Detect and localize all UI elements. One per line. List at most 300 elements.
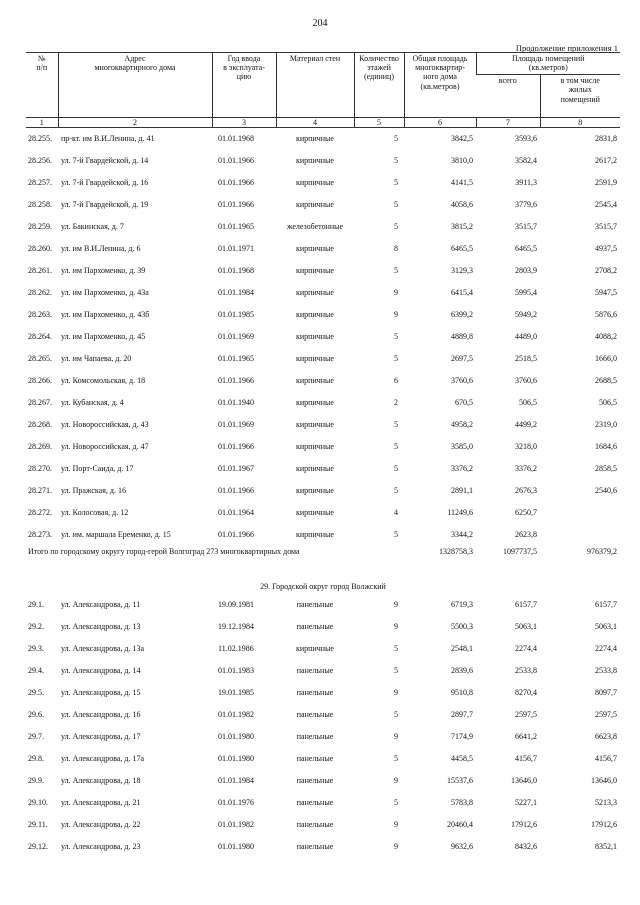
table-row [26, 682, 620, 704]
row-floors: 5 [394, 354, 398, 363]
table-row [26, 792, 620, 814]
table-row [26, 704, 620, 726]
row-material: кирпичные [296, 310, 334, 319]
row-floors: 2 [394, 398, 398, 407]
row-address: ул. Комсомольская, д. 18 [61, 376, 146, 385]
row-year: 01.01.1965 [218, 222, 254, 231]
table-row [26, 660, 620, 682]
table-row [26, 260, 620, 282]
row-address: ул. Александрова, д. 17 [61, 732, 141, 741]
row-number: 28.269. [28, 442, 52, 451]
row-premises-residential: 2617,2 [595, 156, 617, 165]
row-premises-all: 8432,6 [515, 842, 537, 851]
row-floors: 5 [394, 266, 398, 275]
row-address: ул. им Чапаева, д. 20 [61, 354, 132, 363]
row-premises-all: 2803,9 [515, 266, 537, 275]
row-total-area: 4958,2 [451, 420, 473, 429]
row-year: 01.01.1964 [218, 508, 254, 517]
table-row [26, 216, 620, 238]
table-row [26, 480, 620, 502]
row-address: ул. Пражская, д. 16 [61, 486, 126, 495]
row-floors: 6 [394, 376, 398, 385]
row-material: панельные [296, 754, 334, 763]
column-number: 7 [476, 118, 540, 128]
table-row [26, 326, 620, 348]
section-title: 29. Городской округ город Волжский [260, 582, 386, 591]
row-material: кирпичные [296, 156, 334, 165]
row-year: 19.12.1984 [218, 622, 254, 631]
table-row [26, 594, 620, 616]
row-total-area: 15537,6 [447, 776, 473, 785]
row-premises-residential: 2688,5 [595, 376, 617, 385]
row-number: 28.261. [28, 266, 52, 275]
row-total-area: 6415,4 [451, 288, 473, 297]
row-year: 01.01.1969 [218, 420, 254, 429]
table-row [26, 194, 620, 216]
housing-table [26, 52, 620, 858]
row-premises-all: 6641,2 [515, 732, 537, 741]
row-premises-all: 3582,4 [515, 156, 537, 165]
header-residential: в том числе жилых помещений [540, 75, 620, 118]
row-year: 01.01.1967 [218, 464, 254, 473]
row-floors: 5 [394, 156, 398, 165]
row-premises-all: 2274,4 [515, 644, 537, 653]
row-floors: 5 [394, 134, 398, 143]
total-all: 1097737,5 [503, 547, 537, 556]
table-row [26, 370, 620, 392]
row-address: пр-кт. им В.И.Ленина, д. 41 [61, 134, 155, 143]
column-number: 6 [404, 118, 476, 128]
row-material: железобетонные [286, 222, 344, 231]
row-total-area: 2548,1 [451, 644, 473, 653]
table-row [26, 238, 620, 260]
row-year: 01.01.1966 [218, 178, 254, 187]
header-year: Год ввода в эксплуата- цию [212, 53, 276, 118]
row-premises-all: 3593,6 [515, 134, 537, 143]
row-floors: 5 [394, 178, 398, 187]
row-material: кирпичные [296, 134, 334, 143]
row-number: 29.7. [28, 732, 44, 741]
row-total-area: 2891,1 [451, 486, 473, 495]
row-number: 28.271. [28, 486, 52, 495]
row-number: 28.270. [28, 464, 52, 473]
row-address: ул. Александрова, д. 11 [61, 600, 141, 609]
row-floors: 9 [394, 688, 398, 697]
row-material: кирпичные [296, 288, 334, 297]
row-year: 01.01.1966 [218, 442, 254, 451]
table-row [26, 770, 620, 792]
column-number: 2 [58, 118, 212, 128]
table-row [26, 392, 620, 414]
row-total-area: 9632,6 [451, 842, 473, 851]
row-material: панельные [296, 820, 334, 829]
row-premises-residential: 2591,9 [595, 178, 617, 187]
row-address: ул. Александрова, д. 22 [61, 820, 141, 829]
row-premises-all: 2533,8 [515, 666, 537, 675]
row-total-area: 3815,2 [451, 222, 473, 231]
row-year: 01.01.1980 [218, 732, 254, 741]
row-premises-residential: 3515,7 [595, 222, 617, 231]
row-material: кирпичные [296, 486, 334, 495]
row-material: кирпичные [296, 644, 334, 653]
row-number: 29.1. [28, 600, 44, 609]
row-number: 29.11. [28, 820, 48, 829]
row-number: 28.259. [28, 222, 52, 231]
row-total-area: 11249,6 [447, 508, 473, 517]
row-material: кирпичные [296, 178, 334, 187]
row-premises-residential: 6157,7 [595, 600, 617, 609]
row-total-area: 670,5 [455, 398, 473, 407]
row-material: кирпичные [296, 398, 334, 407]
row-year: 19.09.1981 [218, 600, 254, 609]
row-premises-residential [540, 524, 620, 546]
row-number: 29.12. [28, 842, 48, 851]
row-year: 01.01.1968 [218, 266, 254, 275]
row-number: 29.3. [28, 644, 44, 653]
row-number: 29.9. [28, 776, 44, 785]
row-total-area: 6399,2 [451, 310, 473, 319]
row-premises-residential: 2708,2 [595, 266, 617, 275]
row-address: ул. Александрова, д. 16 [61, 710, 141, 719]
row-premises-all: 3218,0 [515, 442, 537, 451]
row-total-area: 4141,5 [451, 178, 473, 187]
column-number: 4 [276, 118, 354, 128]
row-premises-all: 5949,2 [515, 310, 537, 319]
row-address: ул. Александрова, д. 13а [61, 644, 145, 653]
row-year: 19.01.1985 [218, 688, 254, 697]
row-floors: 4 [394, 508, 398, 517]
row-premises-residential: 4088,2 [595, 332, 617, 341]
row-premises-residential: 6623,8 [595, 732, 617, 741]
table-row [26, 172, 620, 194]
row-year: 01.01.1968 [218, 134, 254, 143]
row-address: ул. Новороссийская, д. 43 [61, 420, 149, 429]
row-premises-all: 6465,5 [515, 244, 537, 253]
row-address: ул. Александрова, д. 15 [61, 688, 141, 697]
row-number: 29.2. [28, 622, 44, 631]
row-number: 28.266. [28, 376, 52, 385]
row-material: кирпичные [296, 442, 334, 451]
row-premises-residential: 2540,6 [595, 486, 617, 495]
row-total-area: 3376,2 [451, 464, 473, 473]
row-address: ул. им Пархоменко, д. 39 [61, 266, 146, 275]
row-year: 01.01.1940 [218, 398, 254, 407]
row-floors: 9 [394, 820, 398, 829]
total-area: 1328758,3 [439, 547, 473, 556]
row-material: панельные [296, 842, 334, 851]
row-year: 01.01.1966 [218, 376, 254, 385]
row-premises-all: 8270,4 [515, 688, 537, 697]
table-row [26, 726, 620, 748]
page-number: 204 [312, 18, 328, 29]
row-material: кирпичные [296, 332, 334, 341]
row-premises-residential: 2597,5 [595, 710, 617, 719]
row-number: 29.5. [28, 688, 44, 697]
row-premises-residential: 5947,5 [595, 288, 617, 297]
row-material: кирпичные [296, 530, 334, 539]
row-year: 01.01.1969 [218, 332, 254, 341]
row-address: ул. 7-й Гвардейской, д. 16 [61, 178, 149, 187]
row-floors: 9 [394, 732, 398, 741]
header-material: Материал стен [276, 53, 354, 118]
continuation-note: Продолжение приложения 1 [515, 43, 618, 53]
row-material: кирпичные [296, 508, 334, 517]
row-floors: 8 [394, 244, 398, 253]
row-address: ул. Александрова, д. 21 [61, 798, 141, 807]
row-floors: 5 [394, 332, 398, 341]
row-number: 29.6. [28, 710, 44, 719]
row-address: ул. Александрова, д. 14 [61, 666, 141, 675]
row-material: кирпичные [296, 266, 334, 275]
row-premises-all: 2623,8 [515, 530, 537, 539]
row-year: 01.01.1980 [218, 754, 254, 763]
row-number: 28.255. [28, 134, 52, 143]
section-row [26, 580, 620, 594]
row-number: 28.262. [28, 288, 52, 297]
table-row [26, 458, 620, 480]
row-number: 28.260. [28, 244, 52, 253]
row-number: 28.264. [28, 332, 52, 341]
row-material: панельные [296, 732, 334, 741]
row-address: ул. им Пархоменко, д. 45 [61, 332, 146, 341]
header-all: всего [476, 75, 540, 118]
row-material: кирпичные [296, 354, 334, 363]
column-number: 1 [26, 118, 58, 128]
row-address: ул. 7-й Гвардейской, д. 14 [61, 156, 149, 165]
row-total-area: 3344,2 [451, 530, 473, 539]
table-row [26, 436, 620, 458]
table-row [26, 150, 620, 172]
row-premises-residential: 5213,3 [595, 798, 617, 807]
row-material: панельные [296, 622, 334, 631]
row-year: 01.01.1982 [218, 710, 254, 719]
row-total-area: 5500,3 [451, 622, 473, 631]
row-address: ул. Новороссийская, д. 47 [61, 442, 149, 451]
row-floors: 5 [394, 644, 398, 653]
row-total-area: 20460,4 [447, 820, 473, 829]
row-floors: 5 [394, 420, 398, 429]
row-address: ул. им В.И.Ленина, д. 6 [61, 244, 141, 253]
row-year: 01.01.1976 [218, 798, 254, 807]
table-body-volgograd [26, 128, 620, 547]
table-row [26, 282, 620, 304]
row-total-area: 3810,0 [451, 156, 473, 165]
row-address: ул. Порт-Саида, д. 17 [61, 464, 134, 473]
row-address: ул. 7-й Гвардейской, д. 19 [61, 200, 149, 209]
table-body-volzhsky [26, 594, 620, 858]
row-number: 28.265. [28, 354, 52, 363]
row-year: 01.01.1980 [218, 842, 254, 851]
row-total-area: 6465,5 [451, 244, 473, 253]
row-floors: 9 [394, 288, 398, 297]
row-floors: 5 [394, 464, 398, 473]
row-address: ул. Колосовая, д. 12 [61, 508, 129, 517]
row-year: 01.01.1985 [218, 310, 254, 319]
row-year: 01.01.1983 [218, 666, 254, 675]
row-number: 28.263. [28, 310, 52, 319]
row-floors: 9 [394, 310, 398, 319]
row-premises-residential: 5876,6 [595, 310, 617, 319]
row-total-area: 2839,6 [451, 666, 473, 675]
row-premises-all: 3760,6 [515, 376, 537, 385]
row-material: кирпичные [296, 200, 334, 209]
row-premises-residential: 1666,0 [595, 354, 617, 363]
row-address: ул. Александрова, д. 18 [61, 776, 141, 785]
row-total-area: 2697,5 [451, 354, 473, 363]
row-material: кирпичные [296, 376, 334, 385]
row-address: ул. им. маршала Еременко, д. 15 [61, 530, 171, 539]
table-row [26, 814, 620, 836]
row-premises-residential [540, 502, 620, 524]
column-number: 3 [212, 118, 276, 128]
row-total-area: 2897,7 [451, 710, 473, 719]
table-row [26, 638, 620, 660]
row-floors: 5 [394, 754, 398, 763]
row-premises-all: 4489,0 [515, 332, 537, 341]
total-residential: 976379,2 [587, 547, 617, 556]
row-number: 29.10. [28, 798, 48, 807]
row-total-area: 4458,5 [451, 754, 473, 763]
row-total-area: 5783,8 [451, 798, 473, 807]
row-year: 01.01.1984 [218, 776, 254, 785]
row-number: 28.273. [28, 530, 52, 539]
column-number: 5 [354, 118, 404, 128]
row-premises-all: 3911,3 [515, 178, 537, 187]
row-year: 11.02.1986 [218, 644, 254, 653]
row-premises-residential: 1684,6 [595, 442, 617, 451]
row-premises-all: 3376,2 [515, 464, 537, 473]
table-row [26, 524, 620, 546]
row-floors: 5 [394, 200, 398, 209]
row-floors: 5 [394, 710, 398, 719]
table-summary [26, 546, 620, 594]
row-premises-all: 4156,7 [515, 754, 537, 763]
header-total-area: Общая площадь многоквартир- ного дома (кв.метров) [404, 53, 476, 118]
row-premises-residential: 8097,7 [595, 688, 617, 697]
row-year: 01.01.1984 [218, 288, 254, 297]
row-number: 29.4. [28, 666, 44, 675]
row-material: панельные [296, 600, 334, 609]
table-row [26, 414, 620, 436]
row-premises-all: 2518,5 [515, 354, 537, 363]
header-num: № п/п [26, 53, 58, 118]
row-address: ул. Александрова, д. 17а [61, 754, 145, 763]
total-row [26, 546, 620, 580]
row-address: ул. Александрова, д. 23 [61, 842, 141, 851]
row-premises-residential: 13646,0 [591, 776, 617, 785]
header-premises-area: Площадь помещений (кв.метров) [476, 53, 620, 75]
table-row [26, 128, 620, 151]
row-year: 01.01.1982 [218, 820, 254, 829]
header-address: Адрес многоквартирного дома [58, 53, 212, 118]
table-row [26, 304, 620, 326]
row-floors: 5 [394, 442, 398, 451]
column-number: 8 [540, 118, 620, 128]
row-total-area: 3129,3 [451, 266, 473, 275]
row-total-area: 3842,5 [451, 134, 473, 143]
row-premises-all: 17912,6 [511, 820, 537, 829]
row-premises-residential: 2533,8 [595, 666, 617, 675]
row-premises-residential: 2319,0 [595, 420, 617, 429]
row-premises-all: 3515,7 [515, 222, 537, 231]
row-premises-all: 2597,5 [515, 710, 537, 719]
row-number: 28.256. [28, 156, 52, 165]
row-material: кирпичные [296, 464, 334, 473]
row-floors: 5 [394, 530, 398, 539]
row-premises-residential: 4937,5 [595, 244, 617, 253]
total-label: Итого по городскому округу город-герой Волгоград 273 многоквартирных дома [28, 547, 300, 556]
row-material: кирпичные [296, 244, 334, 253]
row-year: 01.01.1966 [218, 156, 254, 165]
row-premises-all: 13646,0 [511, 776, 537, 785]
row-floors: 9 [394, 622, 398, 631]
row-number: 28.267. [28, 398, 52, 407]
row-address: ул. Бакинская, д. 7 [61, 222, 124, 231]
row-floors: 5 [394, 222, 398, 231]
table-row [26, 502, 620, 524]
row-address: ул. Александрова, д. 13 [61, 622, 141, 631]
row-material: панельные [296, 710, 334, 719]
row-floors: 9 [394, 776, 398, 785]
row-premises-all: 506,5 [519, 398, 537, 407]
row-total-area: 9510,8 [451, 688, 473, 697]
row-premises-residential: 2545,4 [595, 200, 617, 209]
row-premises-residential: 5063,1 [595, 622, 617, 631]
row-premises-all: 4499,2 [515, 420, 537, 429]
row-material: кирпичные [296, 420, 334, 429]
table-row [26, 748, 620, 770]
row-total-area: 4058,6 [451, 200, 473, 209]
row-premises-residential: 17912,6 [591, 820, 617, 829]
row-premises-residential: 8352,1 [595, 842, 617, 851]
row-material: панельные [296, 666, 334, 675]
row-number: 28.268. [28, 420, 52, 429]
row-total-area: 3585,0 [451, 442, 473, 451]
row-premises-residential: 2274,4 [595, 644, 617, 653]
row-premises-residential: 506,5 [599, 398, 617, 407]
row-total-area: 4889,8 [451, 332, 473, 341]
row-floors: 5 [394, 798, 398, 807]
row-material: панельные [296, 776, 334, 785]
row-total-area: 6719,3 [451, 600, 473, 609]
row-premises-all: 6250,7 [515, 508, 537, 517]
row-premises-all: 3779,6 [515, 200, 537, 209]
row-address: ул. им Пархоменко, д. 43б [61, 310, 150, 319]
row-number: 28.272. [28, 508, 52, 517]
row-address: ул. Кубанская, д. 4 [61, 398, 124, 407]
row-premises-residential: 2858,5 [595, 464, 617, 473]
row-total-area: 3760,6 [451, 376, 473, 385]
row-address: ул. им Пархоменко, д. 43а [61, 288, 149, 297]
row-floors: 5 [394, 486, 398, 495]
row-premises-all: 5063,1 [515, 622, 537, 631]
row-year: 01.01.1966 [218, 486, 254, 495]
row-floors: 5 [394, 666, 398, 675]
table-row [26, 616, 620, 638]
row-total-area: 7174,9 [451, 732, 473, 741]
row-year: 01.01.1971 [218, 244, 254, 253]
row-premises-all: 5227,1 [515, 798, 537, 807]
row-floors: 9 [394, 600, 398, 609]
row-premises-all: 2676,3 [515, 486, 537, 495]
row-material: панельные [296, 798, 334, 807]
table-header [26, 53, 620, 128]
header-floors: Количество этажей (единиц) [354, 53, 404, 118]
table-row [26, 348, 620, 370]
table-row [26, 836, 620, 858]
row-floors: 9 [394, 842, 398, 851]
row-premises-residential: 2831,8 [595, 134, 617, 143]
